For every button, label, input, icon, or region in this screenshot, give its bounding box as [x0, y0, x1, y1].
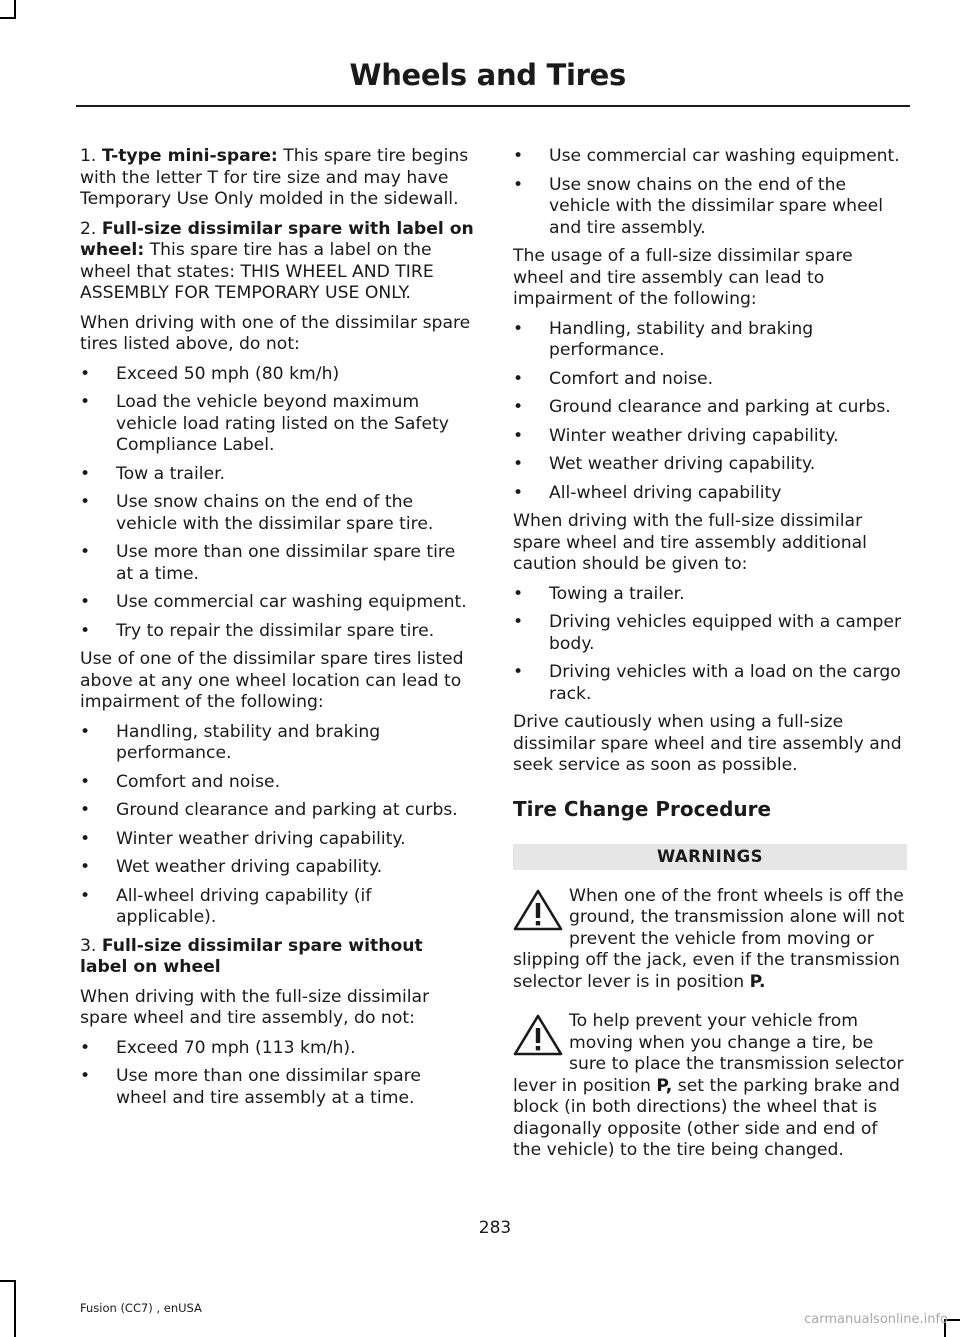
term: Full-size dissimilar spare without label on wheel — [80, 935, 423, 977]
paragraph: The usage of a full-size dissimilar spare wheel and tire assembly can lead to impairment of the following: — [513, 246, 853, 309]
term: Full-size dissimilar spare with label on wheel: — [80, 218, 474, 260]
list-item: • Wet weather driving capability. — [513, 454, 907, 476]
paragraph: When driving with one of the dissimilar spare tires listed above, do not: — [80, 312, 471, 354]
definition: This spare tire has a label on the wheel that states: THIS WHEEL AND TIRE ASSEMBLY FOR TEMPORARY USE ONLY. — [80, 240, 434, 303]
list-item: • Use commercial car washing equipment. — [513, 146, 907, 168]
item-number: 2. — [80, 218, 97, 239]
list-item: • Ground clearance and parking at curbs. — [513, 397, 907, 419]
list-item: • Wet weather driving capability. — [80, 857, 474, 879]
left-column — [80, 146, 474, 1116]
bullet-list — [80, 722, 474, 929]
page-number: 283 — [478, 1218, 512, 1238]
warning-emphasis: P, — [656, 1075, 673, 1096]
crop-mark — [14, 1280, 16, 1337]
list-item: • Try to repair the dissimilar spare tire. — [80, 621, 474, 643]
crop-mark — [0, 1280, 16, 1282]
bullet-list — [513, 319, 907, 505]
warning-text: When one of the front wheels is off the ground, the transmission alone will not prevent the vehicle from moving or slipping off the jack, even if the transmission selector lever is in position — [513, 885, 905, 992]
paragraph: When driving with the full-size dissimilar spare wheel and tire assembly additional caution should be given to: — [513, 511, 867, 574]
paragraph: When driving with the full-size dissimilar spare wheel and tire assembly, do not: — [80, 986, 430, 1028]
list-item: • All-wheel driving capability — [513, 483, 907, 505]
list-item: • Comfort and noise. — [80, 772, 474, 794]
list-item: • Exceed 50 mph (80 km/h) — [80, 364, 474, 386]
crop-mark — [14, 0, 16, 18]
paragraph: Drive cautiously when using a full-size dissimilar spare wheel and tire assembly and seek service as soon as possible. — [513, 712, 902, 775]
item-number: 1. — [80, 146, 97, 166]
list-item: • Driving vehicles with a load on the cargo rack. — [513, 662, 907, 705]
term: T-type mini-spare: — [101, 146, 278, 166]
warning-triangle-icon — [513, 1014, 563, 1056]
bullet-list — [80, 1038, 474, 1110]
watermark: carmanualsonline.info — [804, 1312, 948, 1327]
list-item: • Use snow chains on the end of the vehicle with the dissimilar spare wheel and tire assembly. — [513, 175, 907, 240]
list-item: • Winter weather driving capability. — [80, 829, 474, 851]
warning-front-wheel — [513, 886, 907, 994]
warnings-header: WARNINGS — [513, 844, 907, 870]
list-item: • Load the vehicle beyond maximum vehicle load rating listed on the Safety Compliance Label. — [80, 392, 474, 457]
list-item: • Use more than one dissimilar spare tire at a time. — [80, 542, 474, 585]
page-title: Wheels and Tires — [349, 58, 626, 92]
paragraph: Use of one of the dissimilar spare tires listed above at any one wheel location can lead to impairment of the following: — [80, 649, 464, 712]
section-heading: Tire Change Procedure — [513, 796, 772, 821]
list-item: • Winter weather driving capability. — [513, 426, 907, 448]
list-item: • Use more than one dissimilar spare wheel and tire assembly at a time. — [80, 1066, 474, 1109]
bullet-list — [80, 364, 474, 643]
definition: This spare tire begins with the letter T for tire size and may have Temporary Use Only molded in the sidewall. — [80, 146, 469, 209]
list-item: • Handling, stability and braking performance. — [80, 722, 474, 765]
list-item: • Exceed 70 mph (113 km/h). — [80, 1038, 474, 1060]
list-item: • Tow a trailer. — [80, 464, 474, 486]
paragraph-unlabeled-spare — [80, 936, 474, 979]
warning-text: set the parking brake and block (in both directions) the wheel that is diagonally opposite (other side and end of the vehicle) to the tire being changed. — [513, 1075, 900, 1160]
warning-triangle-icon — [513, 889, 563, 931]
paragraph-labeled-spare — [80, 219, 474, 305]
list-item: • Handling, stability and braking performance. — [513, 319, 907, 362]
list-item: • Use snow chains on the end of the vehicle with the dissimilar spare tire. — [80, 492, 474, 535]
bullet-list — [513, 146, 907, 239]
list-item: • All-wheel driving capability (if applicable). — [80, 886, 474, 929]
list-item: • Ground clearance and parking at curbs. — [80, 800, 474, 822]
footer-text: Fusion (CC7) , enUSA — [80, 1301, 202, 1315]
crop-mark — [0, 17, 16, 19]
warning-text: To help prevent your vehicle from moving when you change a tire, be sure to place the transmission selector lever in position — [513, 1011, 904, 1096]
warning-tire-change — [513, 1011, 907, 1162]
warning-emphasis: P. — [749, 971, 766, 992]
list-item: • Comfort and noise. — [513, 369, 907, 391]
list-item: • Use commercial car washing equipment. — [80, 592, 474, 614]
header-rule — [76, 105, 910, 107]
item-number: 3. — [80, 935, 97, 956]
right-column — [513, 146, 907, 1180]
paragraph-t-type — [80, 146, 474, 211]
list-item: • Towing a trailer. — [513, 584, 907, 606]
list-item: • Driving vehicles equipped with a camper body. — [513, 612, 907, 655]
bullet-list — [513, 584, 907, 706]
